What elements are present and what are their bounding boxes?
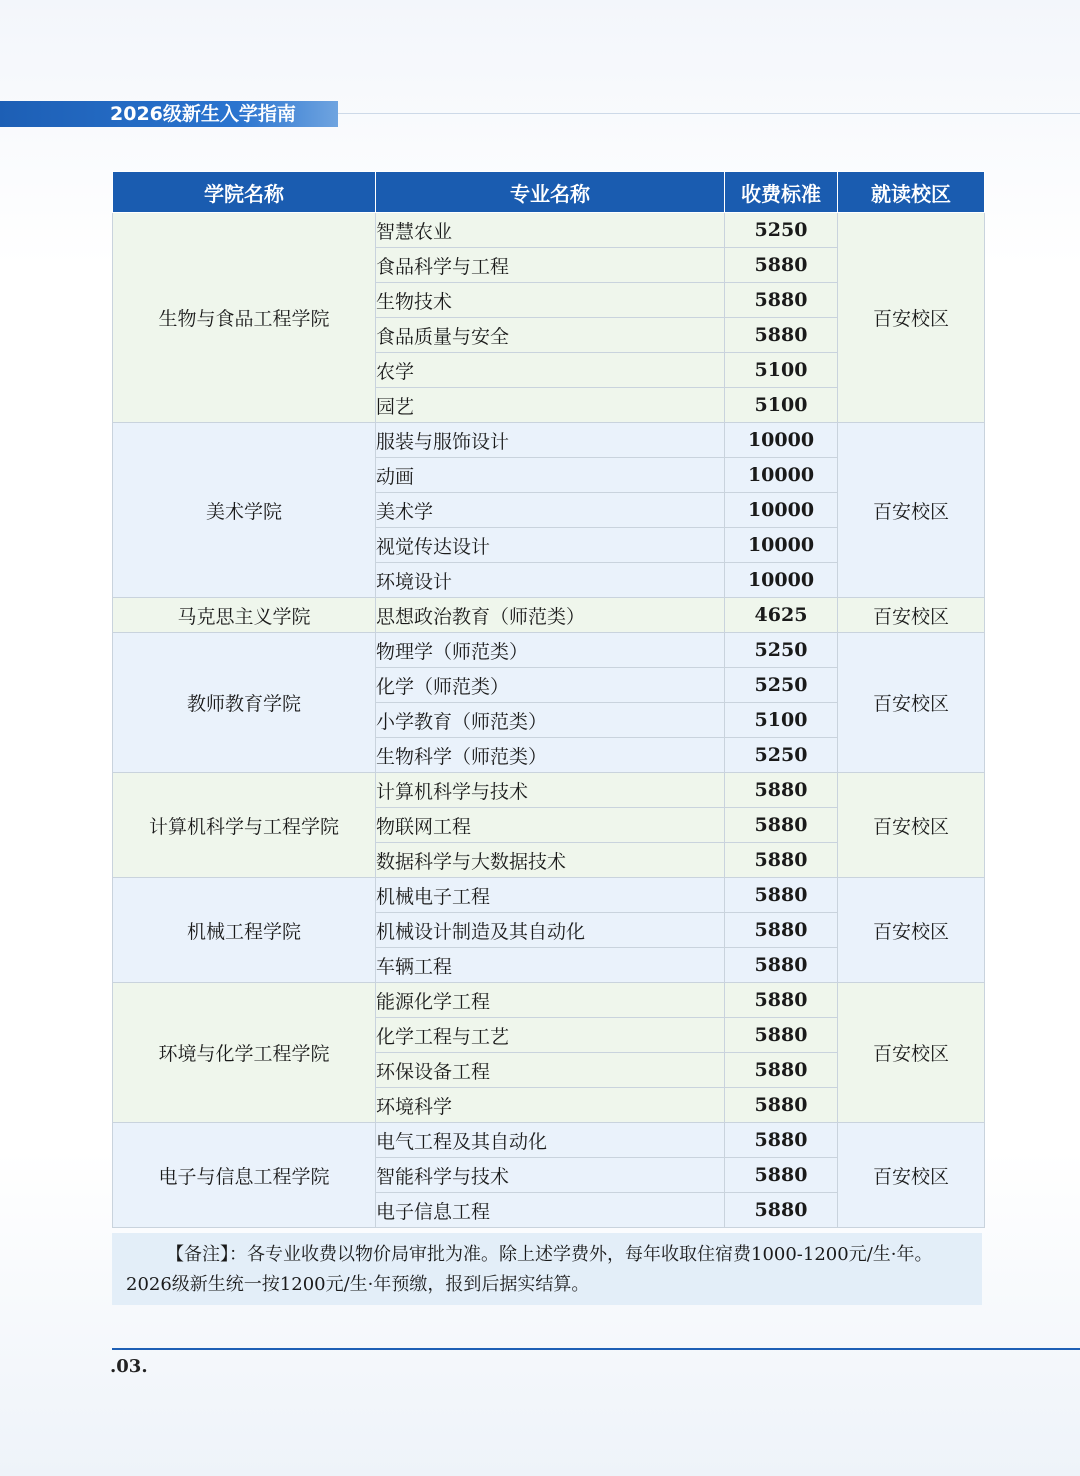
fee-cell: 5250 — [725, 633, 838, 668]
fee-cell: 5880 — [725, 878, 838, 913]
fee-cell: 10000 — [725, 493, 838, 528]
campus-cell: 百安校区 — [838, 1123, 985, 1228]
fee-table — [112, 171, 985, 1228]
major-name-cell: 环境科学 — [376, 1088, 725, 1123]
fee-cell: 5880 — [725, 1053, 838, 1088]
fee-cell: 5880 — [725, 1088, 838, 1123]
header-divider — [338, 113, 1080, 114]
college-name-cell: 电子与信息工程学院 — [113, 1123, 376, 1228]
footer-divider — [112, 1348, 1080, 1350]
major-name-cell: 物理学（师范类） — [376, 633, 725, 668]
college-name-cell: 美术学院 — [113, 423, 376, 598]
major-name-cell: 能源化学工程 — [376, 983, 725, 1018]
major-name-cell: 化学（师范类） — [376, 668, 725, 703]
fee-cell: 5880 — [725, 1018, 838, 1053]
college-name-cell: 计算机科学与工程学院 — [113, 773, 376, 878]
table-row — [113, 213, 985, 248]
fee-cell: 10000 — [725, 528, 838, 563]
major-name-cell: 生物科学（师范类） — [376, 738, 725, 773]
fee-cell: 10000 — [725, 458, 838, 493]
fee-cell: 5880 — [725, 913, 838, 948]
fee-cell: 5250 — [725, 213, 838, 248]
major-name-cell: 机械电子工程 — [376, 878, 725, 913]
major-name-cell: 电子信息工程 — [376, 1193, 725, 1228]
major-name-cell: 智能科学与技术 — [376, 1158, 725, 1193]
page-number: .03. — [110, 1356, 148, 1377]
major-name-cell: 数据科学与大数据技术 — [376, 843, 725, 878]
fee-cell: 5880 — [725, 983, 838, 1018]
remark-note: 【备注】：各专业收费以物价局审批为准。除上述学费外，每年收取住宿费1000-1200元/生·年。2026级新生统一按1200元/生·年预缴，报到后据实结算。 — [112, 1233, 982, 1305]
major-name-cell: 视觉传达设计 — [376, 528, 725, 563]
major-name-cell: 动画 — [376, 458, 725, 493]
fee-cell: 5100 — [725, 388, 838, 423]
fee-cell: 10000 — [725, 563, 838, 598]
fee-cell: 4625 — [725, 598, 838, 633]
table-header-row — [113, 172, 985, 213]
campus-cell: 百安校区 — [838, 598, 985, 633]
major-name-cell: 环保设备工程 — [376, 1053, 725, 1088]
table-row — [113, 633, 985, 668]
fee-cell: 5100 — [725, 703, 838, 738]
fee-cell: 5880 — [725, 773, 838, 808]
fee-cell: 5880 — [725, 1123, 838, 1158]
page-header-title: 2026级新生入学指南 — [110, 103, 296, 125]
fee-cell: 5880 — [725, 1158, 838, 1193]
fee-cell: 5880 — [725, 808, 838, 843]
fee-cell: 5880 — [725, 843, 838, 878]
fee-cell: 5880 — [725, 948, 838, 983]
major-name-cell: 环境设计 — [376, 563, 725, 598]
column-header-fee: 收费标准 — [725, 172, 838, 213]
fee-cell: 5880 — [725, 1193, 838, 1228]
column-header-campus: 就读校区 — [838, 172, 985, 213]
fee-cell: 10000 — [725, 423, 838, 458]
table-row — [113, 983, 985, 1018]
major-name-cell: 物联网工程 — [376, 808, 725, 843]
campus-cell: 百安校区 — [838, 633, 985, 773]
table-row — [113, 773, 985, 808]
fee-cell: 5880 — [725, 248, 838, 283]
table-row — [113, 1123, 985, 1158]
fee-cell: 5250 — [725, 738, 838, 773]
campus-cell: 百安校区 — [838, 423, 985, 598]
major-name-cell: 车辆工程 — [376, 948, 725, 983]
fee-table-body — [113, 213, 985, 1228]
major-name-cell: 计算机科学与技术 — [376, 773, 725, 808]
major-name-cell: 化学工程与工艺 — [376, 1018, 725, 1053]
major-name-cell: 机械设计制造及其自动化 — [376, 913, 725, 948]
college-name-cell: 生物与食品工程学院 — [113, 213, 376, 423]
header-banner — [0, 101, 338, 127]
college-name-cell: 机械工程学院 — [113, 878, 376, 983]
major-name-cell: 生物技术 — [376, 283, 725, 318]
major-name-cell: 电气工程及其自动化 — [376, 1123, 725, 1158]
major-name-cell: 农学 — [376, 353, 725, 388]
college-name-cell: 马克思主义学院 — [113, 598, 376, 633]
campus-cell: 百安校区 — [838, 213, 985, 423]
fee-cell: 5880 — [725, 318, 838, 353]
major-name-cell: 服装与服饰设计 — [376, 423, 725, 458]
fee-cell: 5100 — [725, 353, 838, 388]
fee-cell: 5250 — [725, 668, 838, 703]
major-name-cell: 美术学 — [376, 493, 725, 528]
major-name-cell: 智慧农业 — [376, 213, 725, 248]
campus-cell: 百安校区 — [838, 773, 985, 878]
campus-cell: 百安校区 — [838, 983, 985, 1123]
column-header-major: 专业名称 — [376, 172, 725, 213]
major-name-cell: 小学教育（师范类） — [376, 703, 725, 738]
major-name-cell: 食品质量与安全 — [376, 318, 725, 353]
table-row — [113, 878, 985, 913]
campus-cell: 百安校区 — [838, 878, 985, 983]
college-name-cell: 环境与化学工程学院 — [113, 983, 376, 1123]
college-name-cell: 教师教育学院 — [113, 633, 376, 773]
table-row — [113, 423, 985, 458]
table-row — [113, 598, 985, 633]
major-name-cell: 园艺 — [376, 388, 725, 423]
column-header-college: 学院名称 — [113, 172, 376, 213]
major-name-cell: 食品科学与工程 — [376, 248, 725, 283]
major-name-cell: 思想政治教育（师范类） — [376, 598, 725, 633]
fee-cell: 5880 — [725, 283, 838, 318]
